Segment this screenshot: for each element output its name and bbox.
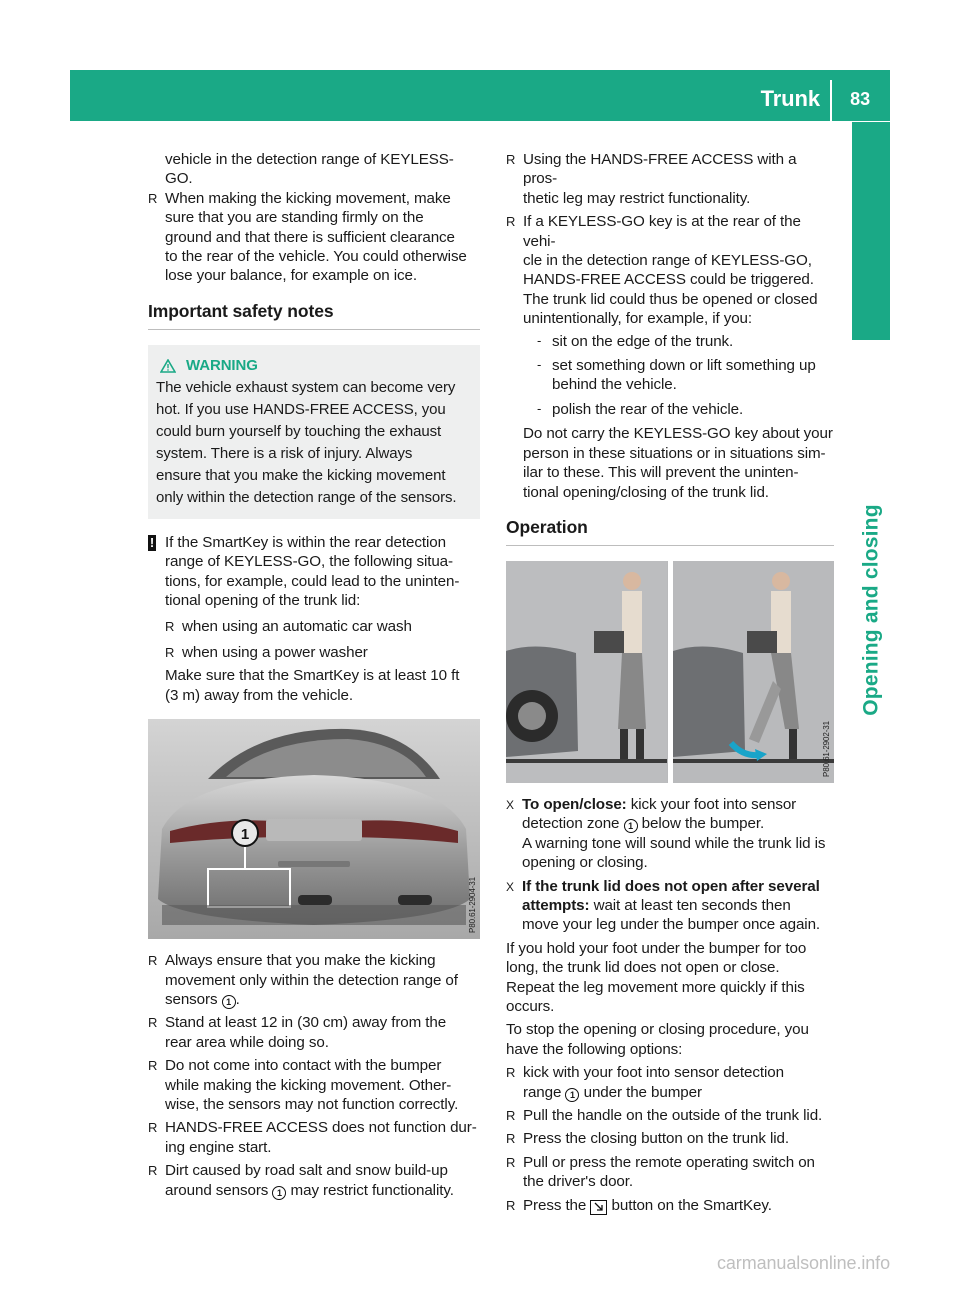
person-kicking-illustration [673, 561, 834, 783]
page-number: 83 [850, 89, 870, 109]
photo-code: P80.61-2902-31 [822, 720, 831, 777]
warning-triangle-icon [160, 359, 176, 373]
heading-operation: Operation [506, 506, 834, 546]
watermark: carmanualsonline.info [716, 1253, 890, 1273]
exclamation-icon: ! [149, 534, 155, 550]
warning-text: The vehicle exhaust system can become very hot. If you use HANDS-FREE ACCESS, you could burn yourself by touching the exhaust system. There is a risk of injury. Always ensure that you make the kicking movement only within the detection range of the sensors. [156, 378, 457, 506]
photo-code: P80.61-2904-31 [468, 877, 477, 934]
dash-item: - set something down or lift something up behind the vehicle. [537, 357, 816, 394]
list-item: R Pull or press the remote operating switch on the driver's door. [506, 1153, 815, 1191]
warning-box [148, 345, 480, 519]
callout-1-icon: 1 [222, 995, 236, 1009]
list-item: R When making the kicking movement, make sure that you are standing firmly on the ground and that there is sufficient clearance to the rear of the vehicle. You could otherwise lose your balance, for example on ice. [148, 189, 467, 285]
callout-1-icon: 1 [624, 819, 638, 833]
chapter-label: Opening and closing [859, 504, 883, 716]
side-label [852, 504, 890, 716]
note-block: ! If the SmartKey is within the rear detection range of KEYLESS-GO, the following situa- tions, for example, could lead to the uninten- tional opening of the trunk lid: R when using an automatic car wash R when using a power washer Make sure that the SmartKey is at least 10 ft (3 m) away from the vehicle. [148, 533, 480, 705]
list-item: R Press the closing button on the trunk lid. [506, 1130, 789, 1148]
list-item: R Using the HANDS-FREE ACCESS with a pros- thetic leg may restrict functionality. [506, 151, 797, 207]
heading-safety-notes: Important safety notes [148, 290, 480, 330]
car-rear-illustration [148, 719, 480, 939]
list-item: R Press the button on the SmartKey. [506, 1196, 772, 1214]
continued-text: vehicle in the detection range of KEYLESS- GO. [165, 151, 454, 188]
dash-item: - polish the rear of the vehicle. [537, 400, 744, 418]
callout-1-icon: 1 [565, 1088, 579, 1102]
list-item: R HANDS-FREE ACCESS does not function dur- ing engine start. [148, 1119, 477, 1156]
operation-photo [506, 561, 834, 783]
paragraph: If you hold your foot under the bumper for too long, the trunk lid does not open or close. Repeat the leg movement more quickly if this occurs. [506, 939, 807, 1015]
operation-photo-kicking [673, 561, 835, 783]
dash-item: - sit on the edge of the trunk. [537, 332, 734, 350]
trunk-key-icon [590, 1200, 607, 1215]
left-column [148, 150, 480, 1204]
list-item: R when using a power washer [165, 643, 368, 661]
instruction-step: X If the trunk lid does not open after several attempts: wait at least ten seconds then move your leg under the bumper once again. [506, 877, 821, 934]
warning-title: WARNING [156, 355, 472, 377]
list-item: R when using an automatic car wash [165, 618, 412, 636]
instruction-step: X To open/close: kick your foot into sensor detection zone 1 below the bumper. A warning tone will sound while the trunk lid is opening or closing. [506, 795, 826, 872]
section-title: Trunk [760, 86, 820, 111]
list-item: R If a KEYLESS-GO key is at the rear of the vehi- cle in the detection range of KEYLESS-GO, HANDS-FREE ACCESS could be triggered. The trunk lid could thus be opened or closed unintentionally, for example, if you: - sit on the edge of the trunk. - set something down or lift something up behind the vehicle. - polish the rear of the vehicle. Do not carry the KEYLESS-GO key about your person in these situations or in situations sim- ilar to these. This will prevent the uninten- tional opening/closing of the trunk lid. [506, 213, 833, 501]
operation-photo-standing [506, 561, 668, 783]
list-item: R Do not come into contact with the bumper while making the kicking movement. Other- wise, the sensors may not function correctly. [148, 1057, 459, 1113]
list-item: R kick with your foot into sensor detection range 1 under the bumper [506, 1064, 784, 1101]
header-bar [70, 70, 890, 121]
person-standing-illustration [506, 561, 667, 783]
callout-1: 1 [240, 826, 250, 844]
paragraph: To stop the opening or closing procedure, you have the following options: [506, 1021, 809, 1058]
car-rear-photo [148, 719, 480, 939]
list-item: R Stand at least 12 in (30 cm) away from the rear area while doing so. [148, 1014, 447, 1051]
header-divider [830, 80, 832, 121]
right-column [506, 150, 834, 1219]
list-item: R Always ensure that you make the kicking movement only within the detection range of sensors 1 . [148, 952, 458, 1008]
list-item: R Pull the handle on the outside of the trunk lid. [506, 1107, 823, 1124]
side-tab [852, 122, 890, 340]
callout-1-icon: 1 [272, 1186, 286, 1200]
list-item: R Dirt caused by road salt and snow build-up around sensors 1 may restrict functionality. [148, 1162, 454, 1199]
